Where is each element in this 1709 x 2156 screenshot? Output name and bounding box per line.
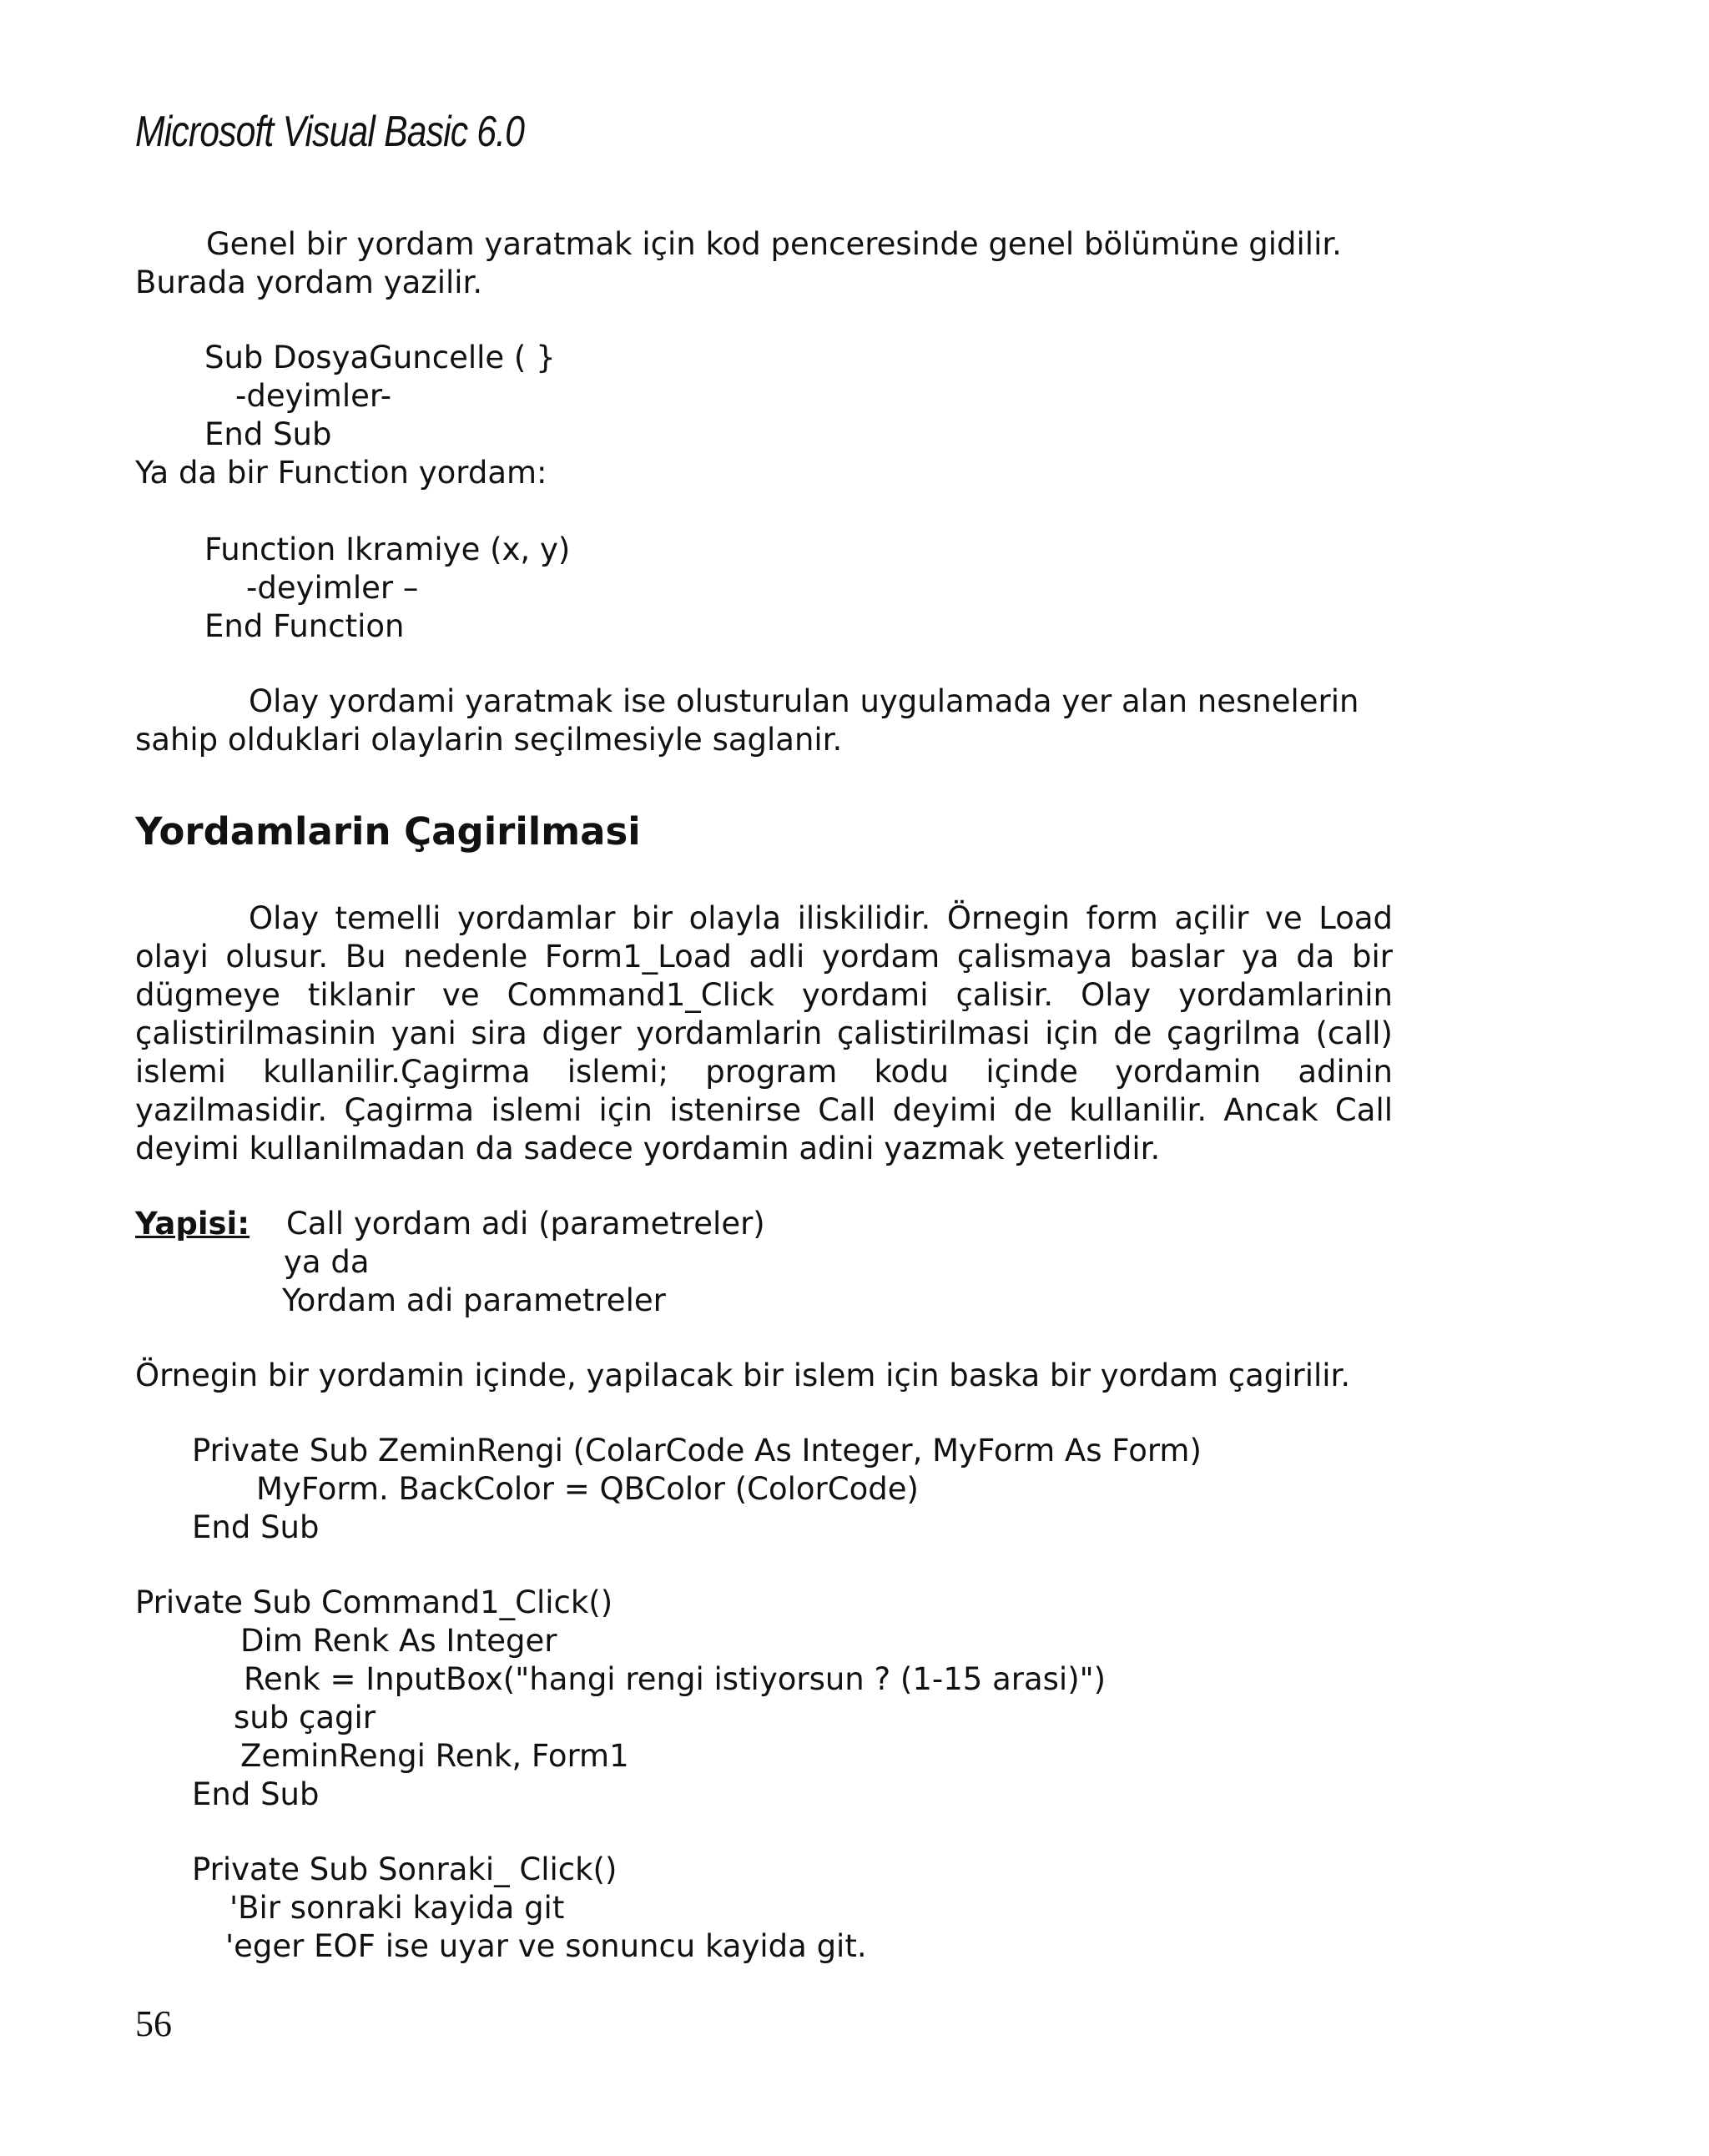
syntax-line-1: Call yordam adi (parametreler) [286,1206,765,1242]
code-sub-line-1: Sub DosyaGuncelle ( } [204,340,556,375]
syntax-line-3: Yordam adi parametreler [282,1282,666,1318]
code-sonraki-line-3: 'eger EOF ise uyar ve sonuncu kayida git. [225,1928,867,1964]
calling-para-line-4: çalistirilmasinin yani sira diger yordamlarin çalistirilmasi için de çagrilma (call) [135,1015,1393,1051]
section-heading: Yordamlarin Çagirilmasi [135,809,641,854]
intro-line-1: Genel bir yordam yaratmak için kod penceresinde genel bölümüne gidilir. [206,226,1342,262]
code-command-line-4: sub çagir [234,1700,376,1735]
code-sub-line-3: End Sub [204,416,332,452]
event-para-line-1: Olay yordami yaratmak ise olusturulan uygulamada yer alan nesnelerin [249,683,1359,719]
code-command-line-1: Private Sub Command1_Click() [135,1584,613,1620]
page-number: 56 [135,2003,172,2044]
code-zemin-line-2: MyForm. BackColor = QBColor (ColorCode) [256,1471,919,1507]
calling-para-line-1: Olay temelli yordamlar bir olayla iliskilidir. Örnegin form açilir ve Load [249,900,1393,936]
code-sub-line-2: -deyimler- [235,378,392,414]
calling-para-line-5: islemi kullanilir.Çagirma islemi; program kodu içinde yordamin adinin [135,1054,1393,1090]
calling-para-line-6: yazilmasidir. Çagirma islemi için istenirse Call deyimi de kullanilir. Ancak Call [135,1092,1393,1128]
code-sonraki-line-1: Private Sub Sonraki_ Click() [192,1851,618,1887]
running-header: Microsoft Visual Basic 6.0 [135,108,525,156]
code-zemin-line-1: Private Sub ZeminRengi (ColarCode As Integer, MyForm As Form) [192,1433,1202,1468]
code-command-line-2: Dim Renk As Integer [240,1623,557,1659]
code-command-line-6: End Sub [192,1776,320,1812]
calling-para-line-7: deyimi kullanilmadan da sadece yordamin adini yazmak yeterlidir. [135,1131,1161,1166]
syntax-label: Yapisi: [135,1206,250,1242]
code-sonraki-line-2: 'Bir sonraki kayida git [229,1890,565,1926]
code-function-line-1: Function Ikramiye (x, y) [204,531,571,567]
code-command-line-5: ZeminRengi Renk, Form1 [240,1738,629,1774]
code-function-line-2: -deyimler – [246,570,419,606]
example-intro: Örnegin bir yordamin içinde, yapilacak bir islem için baska bir yordam çagirilir. [135,1358,1351,1393]
code-command-line-3: Renk = InputBox("hangi rengi istiyorsun ? (1-15 arasi)") [244,1661,1107,1697]
calling-para-line-3: dügmeye tiklanir ve Command1_Click yordami çalisir. Olay yordamlarinin [135,977,1393,1013]
event-para-line-2: sahip olduklari olaylarin seçilmesiyle saglanir. [135,722,843,758]
calling-para-line-2: olayi olusur. Bu nedenle Form1_Load adli yordam çalismaya baslar ya da bir [135,939,1393,975]
code-zemin-line-3: End Sub [192,1509,320,1545]
syntax-line-2: ya da [284,1244,370,1280]
intro-line-2: Burada yordam yazilir. [135,264,483,300]
code-function-line-3: End Function [204,608,405,644]
function-intro: Ya da bir Function yordam: [135,455,547,491]
